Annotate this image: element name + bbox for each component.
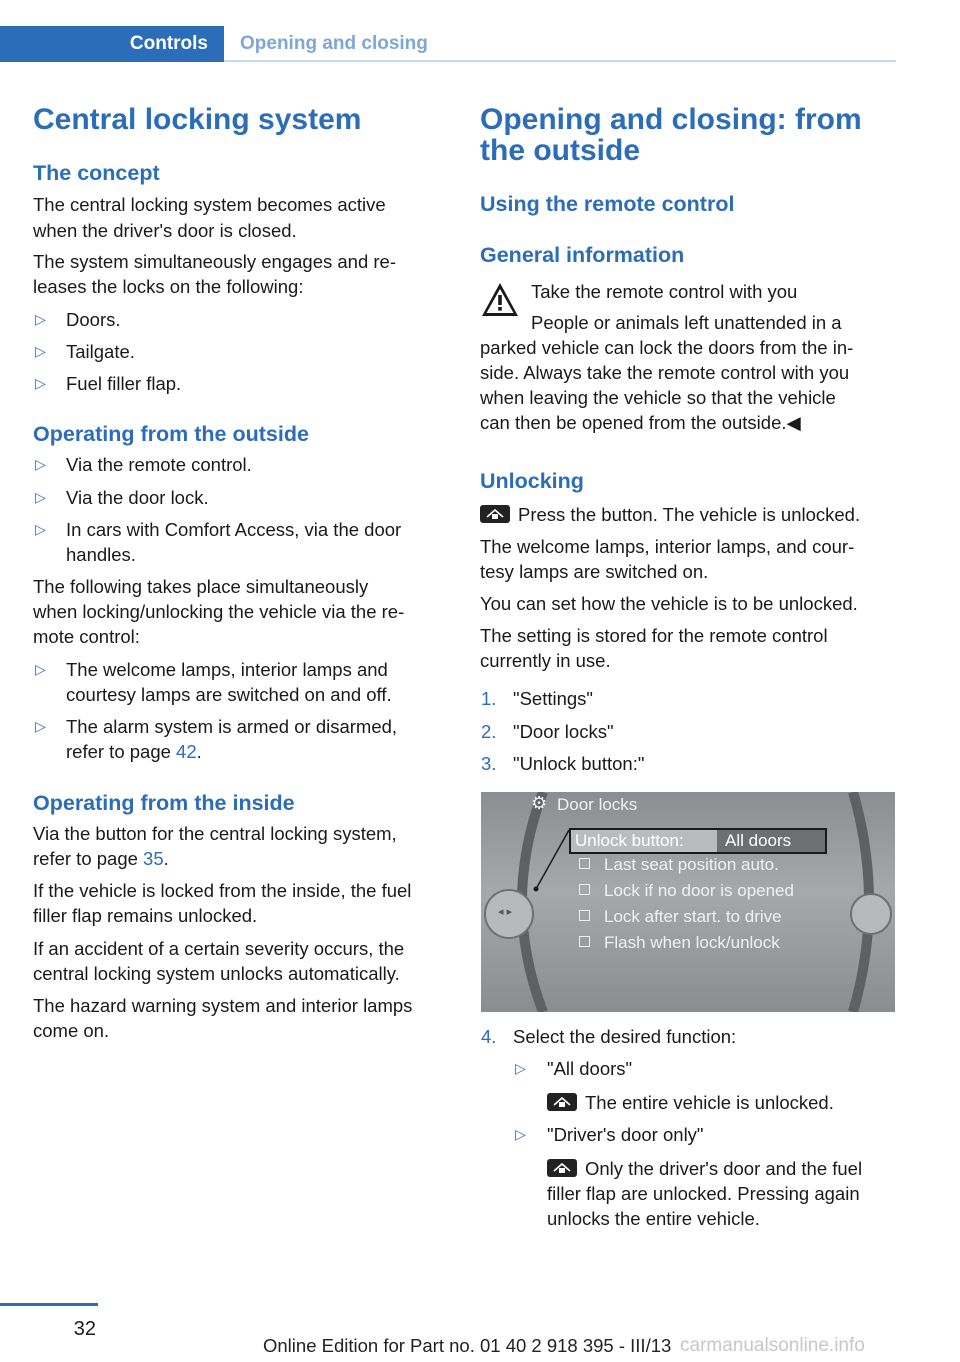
header-subsection: Opening and closing bbox=[240, 33, 428, 54]
step-unlock-button: "Unlock button:" bbox=[513, 753, 645, 774]
outside-item-door-lock: Via the door lock. bbox=[66, 487, 209, 508]
header-rule bbox=[224, 60, 896, 62]
accident-line2: central locking system unlocks automatically. bbox=[33, 963, 400, 984]
step-number: 1. bbox=[481, 688, 497, 709]
warning-line1: People or animals left unattended in a bbox=[531, 312, 842, 333]
unlock-value: All doors bbox=[717, 830, 825, 852]
option-flash-lock[interactable]: Flash when lock/unlock bbox=[579, 932, 780, 954]
step-number: 2. bbox=[481, 721, 497, 742]
option-drivers-door: "Driver's door only" bbox=[547, 1124, 704, 1145]
option-drivers-door-line2: filler flap are unlocked. Pressing again bbox=[547, 1183, 860, 1204]
lock-item-fuel-flap: Fuel filler flap. bbox=[66, 373, 182, 394]
wheel-arrows-icon: ◂ ▸ bbox=[498, 906, 513, 918]
screen-bezel-graphic bbox=[481, 792, 895, 1012]
checkbox-icon bbox=[579, 910, 590, 921]
bullet-triangle-icon: ▷ bbox=[35, 456, 46, 472]
lock-item-doors: Doors. bbox=[66, 309, 121, 330]
unlock-key-icon bbox=[480, 505, 510, 523]
simultaneous-line1: The following takes place simultaneously bbox=[33, 576, 369, 597]
option-all-doors-desc: The entire vehicle is unlocked. bbox=[547, 1090, 834, 1116]
option-lock-after-start[interactable]: Lock after start. to drive bbox=[579, 906, 782, 928]
warning-title: Take the remote control with you bbox=[531, 281, 798, 302]
concept-paragraph-2-line2: leases the locks on the following: bbox=[33, 276, 304, 297]
outside-item-remote: Via the remote control. bbox=[66, 454, 252, 475]
welcome-line1: The welcome lamps, interior lamps, and cour- bbox=[480, 536, 855, 557]
stored-line1: The setting is stored for the remote control bbox=[480, 625, 828, 646]
inside-line2: refer to page 35. bbox=[33, 848, 169, 869]
outside-heading: Operating from the outside bbox=[33, 422, 309, 446]
bullet-triangle-icon: ▷ bbox=[35, 521, 46, 537]
warning-line3: side. Always take the remote control with you bbox=[480, 362, 850, 383]
header-section-tab: Controls bbox=[0, 26, 224, 62]
unlock-label: Unlock button: bbox=[575, 831, 684, 850]
accident-line1: If an accident of a certain severity occurs, the bbox=[33, 938, 405, 959]
simul-item1-line2: courtesy lamps are switched on and off. bbox=[66, 684, 392, 705]
checkbox-icon bbox=[579, 884, 590, 895]
lock-item-tailgate: Tailgate. bbox=[66, 341, 135, 362]
option-drivers-door-line3: unlocks the entire vehicle. bbox=[547, 1208, 760, 1229]
hazard-line2: come on. bbox=[33, 1020, 110, 1041]
remote-heading: Using the remote control bbox=[480, 192, 735, 216]
outside-opening-title-line1: Opening and closing: from bbox=[480, 103, 862, 136]
concept-paragraph-1: The central locking system becomes active when the driver's door is closed. bbox=[33, 194, 386, 241]
warning-line4: when leaving the vehicle so that the vehicle bbox=[480, 387, 836, 408]
unlocking-heading: Unlocking bbox=[480, 469, 584, 493]
option-drivers-door-line1: Only the driver's door and the fuel bbox=[547, 1156, 862, 1182]
bullet-triangle-icon: ▷ bbox=[515, 1126, 526, 1142]
step-settings: "Settings" bbox=[513, 688, 593, 709]
option-all-doors: "All doors" bbox=[547, 1058, 633, 1079]
fuel-line2: filler flap remains unlocked. bbox=[33, 905, 258, 926]
unlock-press-line: Press the button. The vehicle is unlocked. bbox=[480, 502, 860, 528]
bullet-triangle-icon: ▷ bbox=[515, 1060, 526, 1076]
warning-line5: can then be opened from the outside.◀ bbox=[480, 412, 801, 433]
page-link-35[interactable]: 35 bbox=[143, 848, 164, 869]
step-door-locks: "Door locks" bbox=[513, 721, 614, 742]
simultaneous-line3: mote control: bbox=[33, 626, 140, 647]
concept-heading: The concept bbox=[33, 161, 160, 185]
simul-item2-line2: refer to page 42. bbox=[66, 741, 202, 762]
inside-heading: Operating from the inside bbox=[33, 791, 295, 815]
unlock-key-icon bbox=[547, 1159, 577, 1177]
unlock-button-setting[interactable] bbox=[569, 828, 827, 854]
simul-item1-line1: The welcome lamps, interior lamps and bbox=[66, 659, 388, 680]
bullet-triangle-icon: ▷ bbox=[35, 718, 46, 734]
page-link-42[interactable]: 42 bbox=[176, 741, 197, 762]
screen-title: Door locks bbox=[557, 795, 638, 814]
simultaneous-line2: when locking/unlocking the vehicle via the re- bbox=[33, 601, 405, 622]
page-number: 32 bbox=[73, 1318, 96, 1340]
bullet-triangle-icon: ▷ bbox=[35, 489, 46, 505]
step-number: 3. bbox=[481, 753, 497, 774]
door-locks-screenshot bbox=[481, 792, 895, 1012]
welcome-line2: tesy lamps are switched on. bbox=[480, 561, 709, 582]
warning-triangle-icon bbox=[480, 280, 520, 320]
hazard-line1: The hazard warning system and interior lamps bbox=[33, 995, 413, 1016]
bullet-triangle-icon: ▷ bbox=[35, 661, 46, 677]
checkbox-icon bbox=[579, 936, 590, 947]
fuel-line1: If the vehicle is locked from the inside, the fuel bbox=[33, 880, 412, 901]
step-select-function: Select the desired function: bbox=[513, 1026, 737, 1047]
gear-icon: ⚙ bbox=[531, 793, 548, 813]
outside-item-comfort-line2: handles. bbox=[66, 544, 136, 565]
general-info-heading: General information bbox=[480, 243, 685, 267]
option-lock-no-door[interactable]: Lock if no door is opened bbox=[579, 880, 794, 902]
step-number: 4. bbox=[481, 1026, 497, 1047]
outside-opening-title-line2: the outside bbox=[480, 134, 641, 167]
stored-line2: currently in use. bbox=[480, 650, 611, 671]
simul-item2-line1: The alarm system is armed or disarmed, bbox=[66, 716, 398, 737]
outside-item-comfort-line1: In cars with Comfort Access, via the door bbox=[66, 519, 402, 540]
central-locking-title: Central locking system bbox=[33, 103, 362, 136]
online-edition-note: Online Edition for Part no. 01 40 2 918 395 - III/13 bbox=[263, 1335, 672, 1356]
bullet-triangle-icon: ▷ bbox=[35, 311, 46, 327]
footer-rule bbox=[0, 1303, 98, 1306]
watermark: carmanualsonline.info bbox=[680, 1335, 865, 1356]
unlock-key-icon bbox=[547, 1093, 577, 1111]
bullet-triangle-icon: ▷ bbox=[35, 343, 46, 359]
warning-line2: parked vehicle can lock the doors from the in- bbox=[480, 337, 854, 358]
concept-paragraph-2-line1: The system simultaneously engages and re- bbox=[33, 251, 396, 272]
checkbox-icon bbox=[579, 858, 590, 869]
bullet-triangle-icon: ▷ bbox=[35, 375, 46, 391]
set-how-line: You can set how the vehicle is to be unlocked. bbox=[480, 593, 858, 614]
option-last-seat[interactable]: Last seat position auto. bbox=[579, 854, 779, 876]
inside-line1: Via the button for the central locking system, bbox=[33, 823, 397, 844]
